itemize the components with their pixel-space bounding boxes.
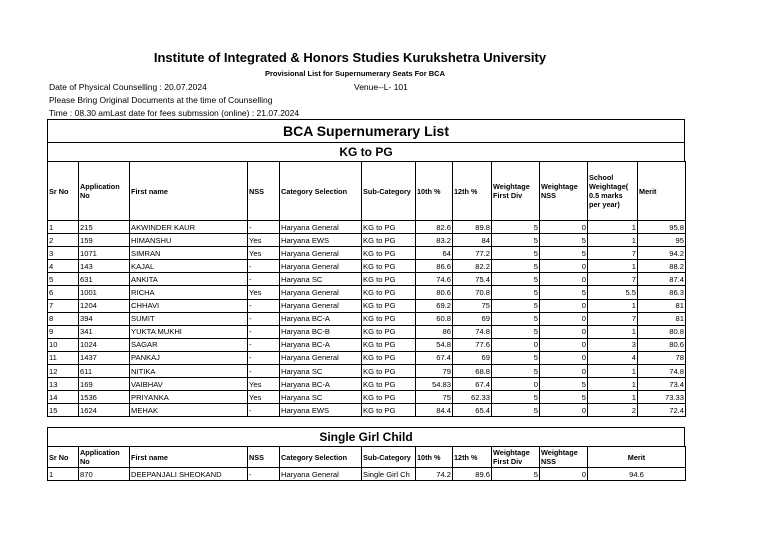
table-row [48, 286, 686, 299]
table-row [48, 365, 686, 378]
cell-nss: Yes [248, 234, 280, 247]
cell-category-selection: Haryana General [280, 286, 362, 299]
cell-application-no: 1624 [79, 404, 130, 417]
cell-merit: 78 [638, 351, 686, 364]
table-row [48, 260, 686, 273]
cell-merit: 86.3 [638, 286, 686, 299]
cell-12th-percent: 77.2 [453, 247, 492, 260]
cell-application-no: 1536 [79, 391, 130, 404]
cell-nss: - [248, 221, 280, 234]
header-10th-percent: 10th % [416, 162, 453, 221]
table-row [48, 468, 686, 481]
cell-merit: 87.4 [638, 273, 686, 286]
cell-sr-no: 5 [48, 273, 79, 286]
cell-first-name: SIMRAN [130, 247, 248, 260]
cell-12th-percent: 62.33 [453, 391, 492, 404]
cell-school-weightage: 7 [588, 247, 638, 260]
cell-school-weightage: 1 [588, 378, 638, 391]
cell-10th-percent: 64 [416, 247, 453, 260]
venue-label: Venue--L- 101 [354, 82, 408, 92]
header-first-name: First name [130, 447, 248, 468]
header-weightage-first-div: Weightage First Div [492, 162, 540, 221]
cell-12th-percent: 82.2 [453, 260, 492, 273]
cell-10th-percent: 54.8 [416, 338, 453, 351]
cell-application-no: 394 [79, 312, 130, 325]
cell-first-name: AKWINDER KAUR [130, 221, 248, 234]
cell-application-no: 1024 [79, 338, 130, 351]
cell-sub-category: KG to PG [362, 391, 416, 404]
cell-weightage-first-div: 5 [492, 404, 540, 417]
cell-weightage-nss: 5 [540, 234, 588, 247]
cell-first-name: VAIBHAV [130, 378, 248, 391]
cell-school-weightage: 1 [588, 260, 638, 273]
cell-weightage-first-div: 5 [492, 234, 540, 247]
cell-application-no: 631 [79, 273, 130, 286]
header-application-no: Application No [79, 447, 130, 468]
cell-nss: - [248, 404, 280, 417]
cell-first-name: MEHAK [130, 404, 248, 417]
cell-application-no: 1437 [79, 351, 130, 364]
cell-category-selection: Haryana General [280, 247, 362, 260]
cell-first-name: YUKTA MUKHI [130, 325, 248, 338]
cell-weightage-nss: 0 [540, 404, 588, 417]
cell-sr-no: 8 [48, 312, 79, 325]
cell-nss: Yes [248, 391, 280, 404]
cell-sub-category: KG to PG [362, 338, 416, 351]
cell-school-weightage: 1 [588, 365, 638, 378]
cell-sub-category: Single Girl Ch [362, 468, 416, 481]
cell-school-weightage: 1 [588, 299, 638, 312]
cell-weightage-nss: 5 [540, 378, 588, 391]
cell-application-no: 1204 [79, 299, 130, 312]
cell-school-weightage: 3 [588, 338, 638, 351]
cell-10th-percent: 67.4 [416, 351, 453, 364]
institute-title: Institute of Integrated & Honors Studies Kurukshetra University [153, 50, 547, 65]
counselling-date: Date of Physical Counselling : 20.07.2024 [49, 82, 207, 92]
cell-school-weightage: 1 [588, 391, 638, 404]
cell-sub-category: KG to PG [362, 286, 416, 299]
cell-sub-category: KG to PG [362, 365, 416, 378]
cell-weightage-first-div: 5 [492, 247, 540, 260]
cell-12th-percent: 69 [453, 351, 492, 364]
cell-first-name: SUMIT [130, 312, 248, 325]
cell-sub-category: KG to PG [362, 273, 416, 286]
cell-sr-no: 7 [48, 299, 79, 312]
cell-nss: Yes [248, 286, 280, 299]
cell-category-selection: Haryana BC-A [280, 338, 362, 351]
cell-school-weightage: 1 [588, 221, 638, 234]
cell-weightage-nss: 0 [540, 365, 588, 378]
cell-category-selection: Haryana General [280, 260, 362, 273]
cell-sr-no: 15 [48, 404, 79, 417]
table-header-row [48, 447, 686, 468]
cell-sr-no: 14 [48, 391, 79, 404]
cell-category-selection: Haryana BC-B [280, 325, 362, 338]
cell-application-no: 1001 [79, 286, 130, 299]
cell-weightage-nss: 0 [540, 325, 588, 338]
cell-first-name: KAJAL [130, 260, 248, 273]
cell-sr-no: 12 [48, 365, 79, 378]
cell-merit: 95.8 [638, 221, 686, 234]
cell-10th-percent: 84.4 [416, 404, 453, 417]
cell-first-name: RICHA [130, 286, 248, 299]
cell-weightage-nss: 0 [540, 273, 588, 286]
cell-weightage-first-div: 5 [492, 365, 540, 378]
documents-notice: Please Bring Original Documents at the time of Counselling [49, 95, 273, 105]
header-category-selection: Category Selection [280, 162, 362, 221]
cell-category-selection: Haryana BC-A [280, 312, 362, 325]
cell-first-name: CHHAVI [130, 299, 248, 312]
cell-weightage-first-div: 5 [492, 325, 540, 338]
header-sub-category: Sub-Category [362, 162, 416, 221]
cell-sub-category: KG to PG [362, 221, 416, 234]
table-row [48, 247, 686, 260]
cell-merit: 81 [638, 299, 686, 312]
cell-weightage-first-div: 5 [492, 273, 540, 286]
cell-school-weightage: 2 [588, 404, 638, 417]
cell-category-selection: Haryana General [280, 221, 362, 234]
cell-application-no: 341 [79, 325, 130, 338]
cell-10th-percent: 75 [416, 391, 453, 404]
cell-weightage-nss: 0 [540, 312, 588, 325]
cell-nss: - [248, 299, 280, 312]
cell-application-no: 611 [79, 365, 130, 378]
cell-10th-percent: 60.8 [416, 312, 453, 325]
header-weightage-nss: Weightage NSS [540, 447, 588, 468]
cell-12th-percent: 65.4 [453, 404, 492, 417]
cell-first-name: ANKITA [130, 273, 248, 286]
kg-to-pg-table [47, 161, 686, 417]
cell-category-selection: Haryana EWS [280, 404, 362, 417]
cell-12th-percent: 89.6 [453, 468, 492, 481]
cell-category-selection: Haryana BC-A [280, 378, 362, 391]
table-row [48, 404, 686, 417]
header-merit: Merit [588, 447, 686, 468]
cell-sub-category: KG to PG [362, 299, 416, 312]
cell-10th-percent: 69.2 [416, 299, 453, 312]
cell-merit: 94.6 [588, 468, 686, 481]
table-header-row [48, 162, 686, 221]
cell-10th-percent: 82.6 [416, 221, 453, 234]
cell-weightage-nss: 0 [540, 338, 588, 351]
table-row [48, 312, 686, 325]
cell-category-selection: Haryana SC [280, 273, 362, 286]
cell-12th-percent: 69 [453, 312, 492, 325]
header-weightage-first-div: Weightage First Div [492, 447, 540, 468]
cell-category-selection: Haryana SC [280, 391, 362, 404]
cell-weightage-first-div: 5 [492, 299, 540, 312]
cell-application-no: 215 [79, 221, 130, 234]
cell-nss: - [248, 338, 280, 351]
cell-first-name: NITIKA [130, 365, 248, 378]
cell-12th-percent: 75 [453, 299, 492, 312]
cell-nss: - [248, 325, 280, 338]
header-10th-percent: 10th % [416, 447, 453, 468]
header-sr-no: Sr No [48, 447, 79, 468]
cell-merit: 95 [638, 234, 686, 247]
cell-first-name: HIMANSHU [130, 234, 248, 247]
section-kg-to-pg-title: KG to PG [47, 142, 685, 161]
cell-nss: - [248, 365, 280, 378]
cell-merit: 80.6 [638, 338, 686, 351]
cell-school-weightage: 7 [588, 312, 638, 325]
cell-nss: - [248, 260, 280, 273]
cell-application-no: 143 [79, 260, 130, 273]
header-category-selection: Category Selection [280, 447, 362, 468]
cell-first-name: DEEPANJALI SHEOKAND [130, 468, 248, 481]
cell-12th-percent: 74.8 [453, 325, 492, 338]
cell-sr-no: 1 [48, 221, 79, 234]
header-first-name: First name [130, 162, 248, 221]
cell-application-no: 870 [79, 468, 130, 481]
cell-merit: 74.8 [638, 365, 686, 378]
cell-sr-no: 9 [48, 325, 79, 338]
cell-nss: Yes [248, 247, 280, 260]
cell-10th-percent: 83.2 [416, 234, 453, 247]
cell-10th-percent: 80.6 [416, 286, 453, 299]
cell-nss: - [248, 273, 280, 286]
cell-sub-category: KG to PG [362, 351, 416, 364]
table-row [48, 351, 686, 364]
cell-sub-category: KG to PG [362, 404, 416, 417]
cell-12th-percent: 89.8 [453, 221, 492, 234]
header-school-weightage: School Weightage( 0.5 marks per year) [588, 162, 638, 221]
cell-first-name: SAGAR [130, 338, 248, 351]
cell-application-no: 159 [79, 234, 130, 247]
table-row [48, 391, 686, 404]
header-12th-percent: 12th % [453, 447, 492, 468]
cell-nss: - [248, 468, 280, 481]
cell-first-name: PANKAJ [130, 351, 248, 364]
time-and-fee-deadline: Time : 08.30 amLast date for fees submssion (online) : 21.07.2024 [49, 108, 300, 118]
cell-weightage-nss: 0 [540, 221, 588, 234]
cell-sub-category: KG to PG [362, 325, 416, 338]
cell-weightage-first-div: 5 [492, 260, 540, 273]
header-merit: Merit [638, 162, 686, 221]
cell-12th-percent: 84 [453, 234, 492, 247]
cell-weightage-first-div: 5 [492, 286, 540, 299]
header-12th-percent: 12th % [453, 162, 492, 221]
cell-application-no: 1071 [79, 247, 130, 260]
cell-weightage-nss: 5 [540, 247, 588, 260]
table-row [48, 273, 686, 286]
cell-category-selection: Haryana General [280, 351, 362, 364]
cell-weightage-first-div: 5 [492, 221, 540, 234]
cell-sr-no: 6 [48, 286, 79, 299]
single-girl-child-table [47, 446, 686, 481]
table-row [48, 338, 686, 351]
cell-sr-no: 10 [48, 338, 79, 351]
cell-category-selection: Haryana SC [280, 365, 362, 378]
header-nss: NSS [248, 162, 280, 221]
cell-sr-no: 11 [48, 351, 79, 364]
cell-sr-no: 13 [48, 378, 79, 391]
cell-10th-percent: 54.83 [416, 378, 453, 391]
cell-10th-percent: 74.6 [416, 273, 453, 286]
cell-sr-no: 3 [48, 247, 79, 260]
cell-weightage-first-div: 5 [492, 391, 540, 404]
cell-12th-percent: 67.4 [453, 378, 492, 391]
cell-weightage-first-div: 5 [492, 312, 540, 325]
cell-weightage-first-div: 0 [492, 378, 540, 391]
cell-merit: 81 [638, 312, 686, 325]
cell-weightage-nss: 0 [540, 299, 588, 312]
cell-category-selection: Haryana General [280, 299, 362, 312]
list-subtitle: Provisional List for Supernumerary Seats For BCA [264, 69, 446, 78]
cell-weightage-first-div: 0 [492, 338, 540, 351]
cell-merit: 72.4 [638, 404, 686, 417]
header-sr-no: Sr No [48, 162, 79, 221]
cell-10th-percent: 86 [416, 325, 453, 338]
cell-10th-percent: 79 [416, 365, 453, 378]
table-row [48, 325, 686, 338]
cell-10th-percent: 74.2 [416, 468, 453, 481]
cell-nss: - [248, 351, 280, 364]
cell-sr-no: 4 [48, 260, 79, 273]
cell-sr-no: 2 [48, 234, 79, 247]
cell-school-weightage: 7 [588, 273, 638, 286]
list-title: BCA Supernumerary List [47, 119, 685, 142]
cell-10th-percent: 86.6 [416, 260, 453, 273]
cell-12th-percent: 75.4 [453, 273, 492, 286]
cell-weightage-nss: 0 [540, 351, 588, 364]
cell-first-name: PRIYANKA [130, 391, 248, 404]
cell-sub-category: KG to PG [362, 234, 416, 247]
cell-weightage-nss: 0 [540, 260, 588, 273]
cell-weightage-nss: 0 [540, 468, 588, 481]
cell-merit: 73.4 [638, 378, 686, 391]
cell-weightage-first-div: 5 [492, 468, 540, 481]
table-row [48, 234, 686, 247]
cell-merit: 80.8 [638, 325, 686, 338]
cell-12th-percent: 70.8 [453, 286, 492, 299]
table-row [48, 221, 686, 234]
cell-school-weightage: 5.5 [588, 286, 638, 299]
header-sub-category: Sub-Category [362, 447, 416, 468]
table-row [48, 378, 686, 391]
cell-category-selection: Haryana EWS [280, 234, 362, 247]
cell-school-weightage: 1 [588, 234, 638, 247]
header-weightage-nss: Weightage NSS [540, 162, 588, 221]
section-single-girl-child-title: Single Girl Child [47, 427, 685, 446]
cell-12th-percent: 68.8 [453, 365, 492, 378]
cell-nss: - [248, 312, 280, 325]
cell-merit: 73.33 [638, 391, 686, 404]
cell-sub-category: KG to PG [362, 378, 416, 391]
cell-school-weightage: 4 [588, 351, 638, 364]
header-nss: NSS [248, 447, 280, 468]
cell-application-no: 169 [79, 378, 130, 391]
cell-weightage-first-div: 5 [492, 351, 540, 364]
header-application-no: Application No [79, 162, 130, 221]
cell-weightage-nss: 5 [540, 286, 588, 299]
cell-sub-category: KG to PG [362, 247, 416, 260]
cell-merit: 94.2 [638, 247, 686, 260]
cell-merit: 88.2 [638, 260, 686, 273]
cell-school-weightage: 1 [588, 325, 638, 338]
cell-sub-category: KG to PG [362, 312, 416, 325]
cell-sub-category: KG to PG [362, 260, 416, 273]
cell-category-selection: Haryana General [280, 468, 362, 481]
cell-nss: Yes [248, 378, 280, 391]
cell-weightage-nss: 5 [540, 391, 588, 404]
cell-sr-no: 1 [48, 468, 79, 481]
cell-12th-percent: 77.6 [453, 338, 492, 351]
table-row [48, 299, 686, 312]
